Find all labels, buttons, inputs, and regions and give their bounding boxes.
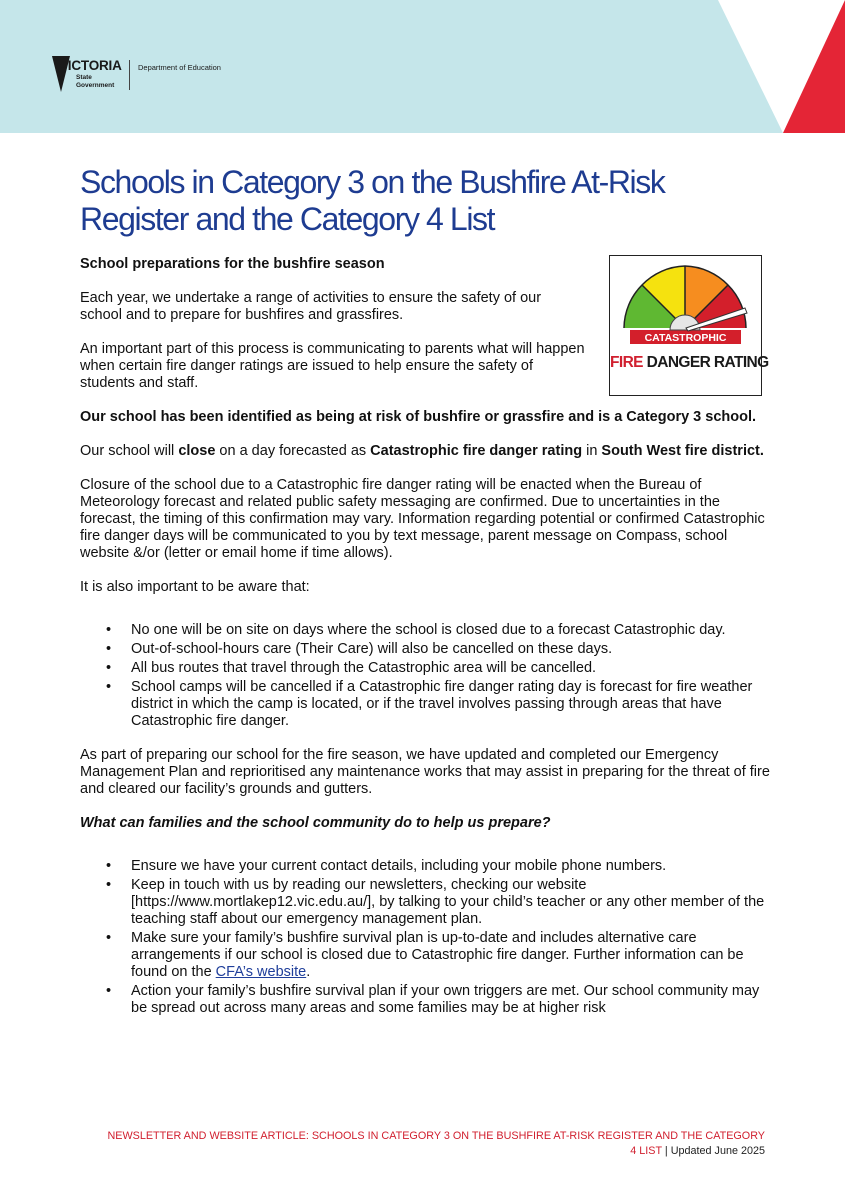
- logo-state-government-text: State Government: [76, 74, 115, 89]
- page-footer: NEWSLETTER AND WEBSITE ARTICLE: SCHOOLS IN CATEGORY 3 ON THE BUSHFIRE AT-RISK REGISTER AND THE CATEGORY 4 LIST | Updated June 2025: [107, 1130, 765, 1157]
- footer-text: NEWSLETTER AND WEBSITE ARTICLE: SCHOOLS IN CATEGORY 3 ON THE BUSHFIRE AT-RISK REGISTER AND THE CATEGORY 4 LIST: [107, 1130, 765, 1157]
- category-statement: Our school has been identified as being at risk of bushfire or grassfire and is a Category 3 school.: [80, 409, 757, 425]
- list-item: • All bus routes that travel through the Catastrophic area will be cancelled.: [80, 660, 770, 677]
- fdr-label-red: FIRE: [610, 354, 643, 371]
- paragraph-emergency-plan: As part of preparing our school for the fire season, we have updated and completed our Emergency Management Plan and reprioritised any maintenance works that may assist in preparing for the threat of fire and cleared our facility’s grounds and gutters.: [80, 747, 770, 797]
- list-item: • No one will be on site on days where the school is closed due to a forecast Catastrophic day.: [80, 622, 770, 639]
- list-item: • Ensure we have your current contact details, including your mobile phone numbers.: [80, 858, 770, 875]
- article-body: [80, 256, 770, 1034]
- list-item: • School camps will be cancelled if a Catastrophic fire danger rating day is forecast for fire weather district in which the camp is located, or if the travel involves passing through areas that have Catastrophic fire danger.: [80, 679, 770, 730]
- awareness-list: [80, 622, 770, 730]
- families-list: [80, 858, 770, 1017]
- list-item: • Make sure your family’s bushfire survival plan is up-to-date and includes alternative care arrangements if our school is closed due to Catastrophic fire danger. Further information can be found on the CFA’s website.: [80, 930, 770, 981]
- logo-department-text: Department of Education: [138, 63, 221, 72]
- paragraph-2: An important part of this process is communicating to parents what will happen when certain fire danger ratings are issued to help ensure the safety of students and staff.: [80, 341, 585, 391]
- families-heading: What can families and the school community do to help us prepare?: [80, 815, 551, 831]
- footer-updated: Updated June 2025: [670, 1145, 765, 1157]
- paragraph-closure-details: Closure of the school due to a Catastrophic fire danger rating will be enacted when the Bureau of Meteorology forecast and related public safety messaging are confirmed. Due to uncertainties in the forecast, the timing of this confirmation may vary. Information regarding potential or confirmed Catastrophic fire danger days will be communicated to you by text message, parent message on Compass, school website &/or (letter or email home if time allows).: [80, 477, 765, 561]
- fdr-label-black: DANGER RATING: [646, 354, 769, 371]
- paragraph-1: Each year, we undertake a range of activities to ensure the safety of our school and to prepare for bushfires and grassfires.: [80, 290, 542, 323]
- gauge-banner-text: CATASTROPHIC: [644, 332, 727, 344]
- header-band: [0, 0, 845, 133]
- page-title: Schools in Category 3 on the Bushfire At-Risk Register and the Category 4 List: [80, 164, 665, 237]
- list-item: • Out-of-school-hours care (Their Care) will also be cancelled on these days.: [80, 641, 770, 658]
- closure-statement: Our school will close on a day forecasted as Catastrophic fire danger rating in South West fire district.: [80, 443, 764, 459]
- logo-divider: [129, 60, 130, 90]
- list-item: • Action your family’s bushfire survival plan if your own triggers are met. Our school community may be spread out across many areas and some families may be at higher risk: [80, 983, 770, 1017]
- cfa-website-link[interactable]: CFA’s website: [215, 964, 307, 980]
- logo-victoria-text: VICTORIA: [59, 58, 122, 73]
- prep-heading: School preparations for the bushfire season: [80, 256, 385, 272]
- paragraph-aware: It is also important to be aware that:: [80, 579, 310, 595]
- list-item: • Keep in touch with us by reading our newsletters, checking our website [https://www.mortlakep12.vic.edu.au/], by talking to your child’s teacher or any other member of the teaching staff about our emergency management plan.: [80, 877, 770, 928]
